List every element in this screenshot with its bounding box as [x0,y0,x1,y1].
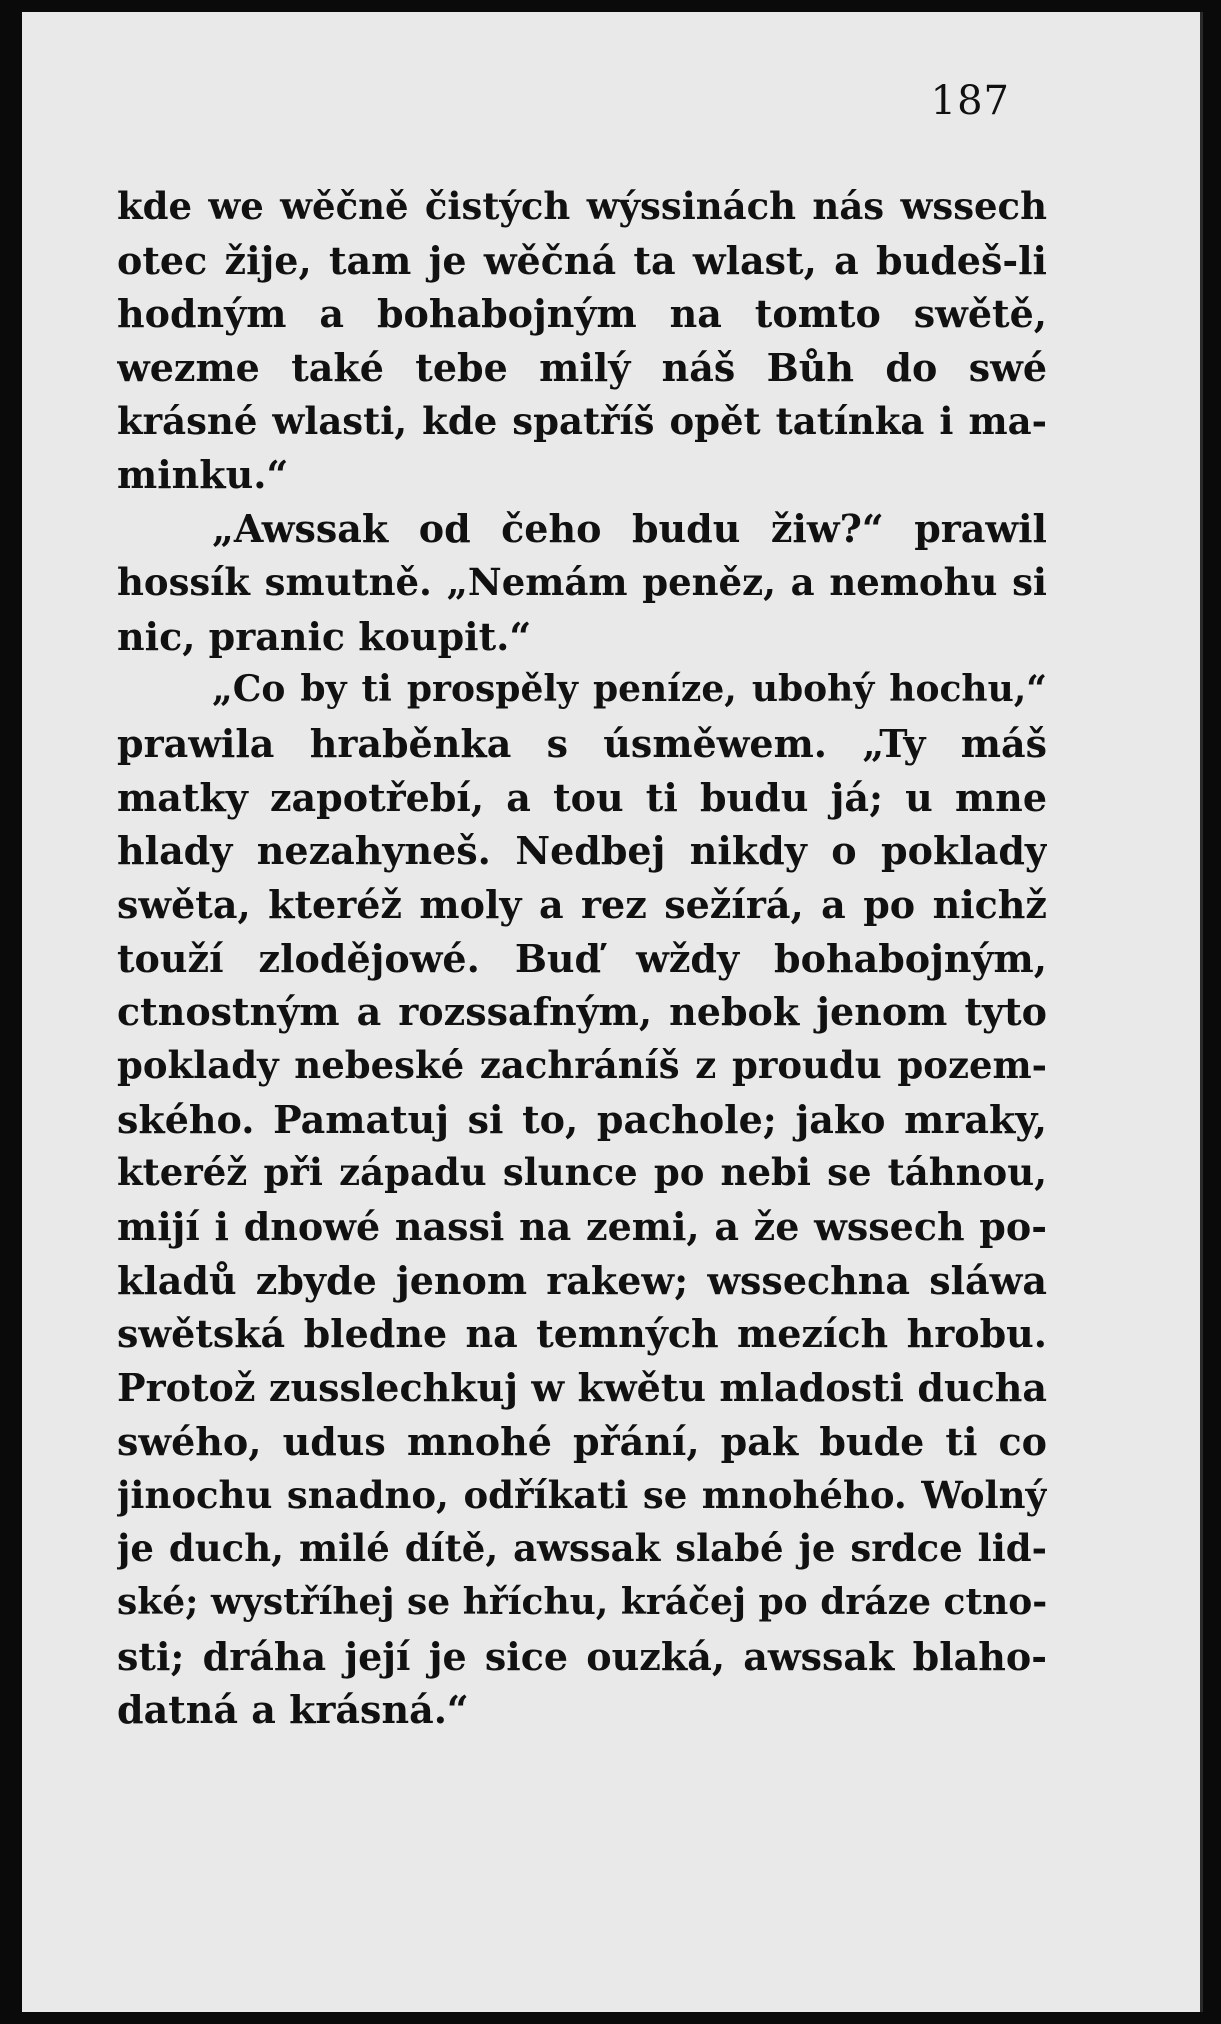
text-line: Protož zusslechkuj w kwětu mladosti ducha [117,1365,1047,1411]
text-line: kteréž při západu slunce po nebi se táhnou, [117,1150,1047,1195]
text-line: krásné wlasti, kde spatříš opět tatínka i ma- [117,398,1047,443]
text-line: datná a krásná.“ [117,1687,469,1733]
text-line: nic, pranic koupit.“ [117,613,532,659]
text-line: mijí i dnowé nassi na zemi, a že wssech po- [117,1204,1047,1250]
text-line: prawila hraběnka s úsměwem. „Ty máš [117,720,1047,766]
text-line: „Co by ti prospěly peníze, ubohý hochu,“ [212,668,1047,711]
text-line: kladů zbyde jenom rakew; wssechna sláwa [117,1257,1047,1303]
text-line: otec žije, tam je wěčná ta wlast, a budeš-li [117,237,1047,283]
text-line: jinochu snadno, odříkati se mnohého. Wolný [117,1472,1047,1517]
text-line: wezme také tebe milý náš Bůh do swé [117,345,1047,391]
text-line: „Awssak od čeho budu žiw?“ prawil [212,506,1047,552]
text-line: minku.“ [117,452,289,498]
text-line: ské; wystříhej se hříchu, kráčej po dráze ctno- [117,1580,1047,1623]
text-line: ského. Pamatuj si to, pachole; jako mraky, [117,1096,1047,1142]
body-text [117,180,1047,1737]
book-page [22,12,1203,2012]
text-line: sti; dráha její je sice ouzká, awssak blaho- [117,1633,1047,1679]
text-line: matky zapotřebí, a tou ti budu já; u mne [117,774,1047,820]
text-line: hodným a bohabojným na tomto swětě, [117,291,1047,337]
page-number: 187 [930,78,1010,124]
text-line: je duch, milé dítě, awssak slabé je srdce lid- [117,1526,1047,1571]
text-line: hossík smutně. „Nemám peněz, a nemohu si [117,559,1047,604]
text-line: swětská bledne na temných mezích hrobu. [117,1311,1047,1357]
text-line: poklady nebeské zachráníš z proudu pozem- [117,1043,1047,1087]
text-line: touží zlodějowé. Buď wždy bohabojným, [117,935,1047,981]
text-line: swěta, kteréž moly a rez sežírá, a po nichž [117,881,1047,927]
text-line: ctnostným a rozssafným, nebok jenom tyto [117,989,1047,1035]
text-line: hlady nezahyneš. Nedbej nikdy o poklady [117,828,1047,874]
text-line: kde we wěčně čistých wýssinách nás wssech [117,184,1047,228]
text-line: swého, udus mnohé přání, pak bude ti co [117,1418,1047,1464]
